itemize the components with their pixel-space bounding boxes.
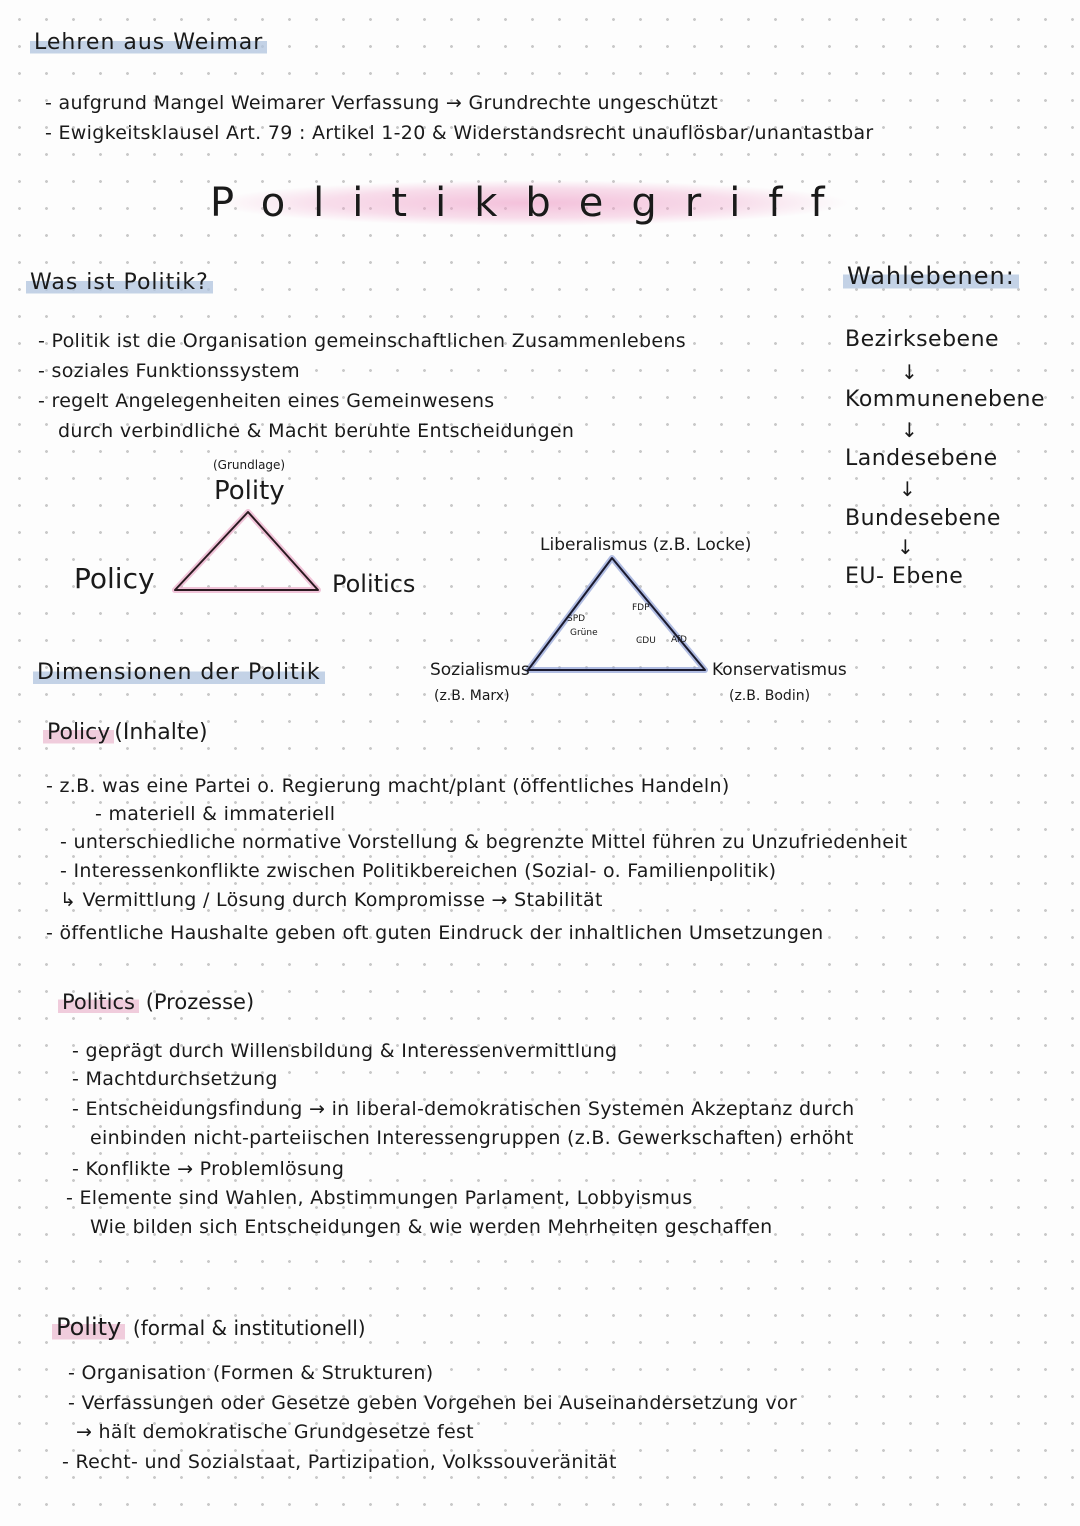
level-bund: Bundesebene: [845, 506, 1001, 531]
weimar-heading: Lehren aus Weimar: [30, 30, 267, 55]
policy-line-2: - materiell & immateriell: [95, 803, 336, 825]
politics-line-2: - Machtdurchsetzung: [72, 1068, 278, 1090]
politics-line-4: einbinden nicht-parteiischen Interessengruppen (z.B. Gewerkschaften) erhöht: [90, 1127, 854, 1149]
dimensionen-heading: Dimensionen der Politik: [33, 660, 325, 685]
party-spd: SPD: [567, 614, 586, 624]
party-fdp: FDP: [632, 603, 650, 613]
triangle-right-politics: Politics: [332, 570, 416, 598]
policy-line-6: - öffentliche Haushalte geben oft guten Eindruck der inhaltlichen Umsetzungen: [46, 922, 824, 944]
level-eu: EU- Ebene: [845, 564, 964, 589]
page-title: Politikbegriff: [210, 180, 853, 226]
wahlebenen-heading: Wahlebenen:: [843, 262, 1019, 290]
level-kommune: Kommunenebene: [845, 387, 1046, 412]
polity-section-heading: [52, 1313, 366, 1341]
weimar-line-1: - aufgrund Mangel Weimarer Verfassung → Grundrechte ungeschützt: [45, 92, 718, 114]
triangle-left-policy: Policy: [74, 562, 155, 595]
policy-line-3: - unterschiedliche normative Vorstellung & begrenzte Mittel führen zu Unzufriedenheit: [60, 831, 908, 853]
politics-section-heading: [58, 990, 254, 1014]
politics-line-1: - geprägt durch Willensbildung & Interessenvermittlung: [72, 1040, 618, 1062]
politics-line-6: - Elemente sind Wahlen, Abstimmungen Parlament, Lobbyismus: [66, 1187, 693, 1209]
politics-line-7: Wie bilden sich Entscheidungen & wie werden Mehrheiten geschaffen: [90, 1216, 773, 1238]
polity-line-2: - Verfassungen oder Gesetze geben Vorgehen bei Auseinandersetzung vor: [68, 1392, 797, 1414]
polity-note: (Grundlage): [213, 458, 286, 472]
liberalismus-label: Liberalismus (z.B. Locke): [540, 535, 752, 555]
level-arrow-icon: ↓: [901, 418, 918, 442]
policy-line-5: ↳ Vermittlung / Lösung durch Kompromisse → Stabilität: [60, 889, 603, 911]
konservatismus-note: (z.B. Bodin): [729, 688, 811, 704]
was-ist-politik-heading: Was ist Politik?: [26, 270, 213, 295]
policy-line-4: - Interessenkonflikte zwischen Politikbereichen (Sozial- o. Familienpolitik): [60, 860, 777, 882]
polity-sub: (formal & institutionell): [132, 1316, 366, 1340]
policy-line-1: - z.B. was eine Partei o. Regierung macht/plant (öffentliches Handeln): [46, 775, 730, 797]
level-land: Landesebene: [845, 446, 998, 471]
was-ist-line-3: - regelt Angelegenheiten eines Gemeinwesens: [38, 390, 495, 412]
politics-sub: (Prozesse): [145, 990, 255, 1014]
was-ist-line-4: durch verbindliche & Macht beruhte Entscheidungen: [58, 420, 575, 442]
politics-triangle: [175, 512, 318, 590]
level-arrow-icon: ↓: [899, 477, 916, 501]
ideology-triangle: [528, 558, 705, 670]
level-arrow-icon: ↓: [901, 360, 918, 384]
konservatismus-label: Konservatismus: [712, 660, 847, 680]
politics-line-3: - Entscheidungsfindung → in liberal-demokratischen Systemen Akzeptanz durch: [72, 1098, 855, 1120]
politics-heading: Politics: [58, 990, 139, 1014]
polity-line-4: - Recht- und Sozialstaat, Partizipation, Volkssouveränität: [62, 1451, 617, 1473]
level-bezirk: Bezirksebene: [845, 327, 1000, 352]
party-cdu: CDU: [636, 636, 656, 646]
level-arrow-icon: ↓: [897, 535, 914, 559]
triangle-top-polity: Polity: [214, 476, 285, 506]
party-gruene: Grüne: [570, 628, 598, 638]
polity-line-1: - Organisation (Formen & Strukturen): [68, 1362, 434, 1384]
politics-line-5: - Konflikte → Problemlösung: [72, 1158, 345, 1180]
polity-heading: Polity: [52, 1313, 125, 1341]
sozialismus-label: Sozialismus: [430, 660, 530, 680]
policy-section-heading: [43, 720, 208, 745]
polity-line-3: → hält demokratische Grundgesetze fest: [76, 1421, 474, 1443]
was-ist-line-2: - soziales Funktionssystem: [38, 360, 300, 382]
was-ist-line-1: - Politik ist die Organisation gemeinschaftlichen Zusammenlebens: [38, 330, 686, 352]
sozialismus-note: (z.B. Marx): [434, 688, 510, 704]
policy-sub: (Inhalte): [114, 720, 208, 745]
weimar-line-2: - Ewigkeitsklausel Art. 79 : Artikel 1-20 & Widerstandsrecht unauflösbar/unantastbar: [45, 122, 874, 144]
policy-heading: Policy: [43, 720, 114, 745]
party-afd: AfD: [671, 635, 687, 645]
